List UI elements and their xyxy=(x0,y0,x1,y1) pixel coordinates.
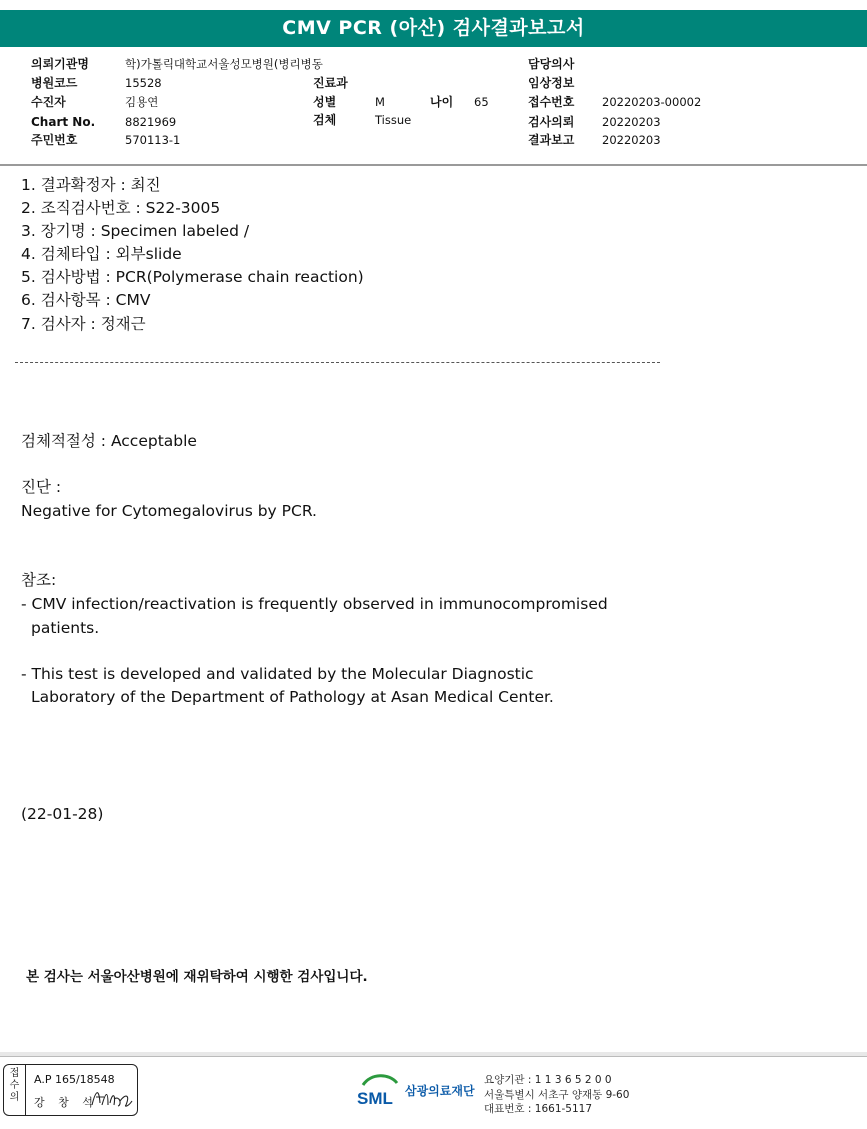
institution-label: 의뢰기관명 xyxy=(31,57,89,71)
diagnosis-label: 진단 : xyxy=(21,478,62,496)
stamp-pathologist-name: 강 창 석 xyxy=(34,1096,98,1109)
patient-value: 김용연 xyxy=(125,95,159,109)
footer-divider xyxy=(0,1052,867,1057)
reference-2b: Laboratory of the Department of Pathology at Asan Medical Center. xyxy=(31,688,554,706)
adequacy: 검체적절성 : Acceptable xyxy=(21,432,197,450)
age-label: 나이 xyxy=(430,95,454,109)
receipt-value: 20220203-00002 xyxy=(602,95,702,109)
facility-code: 요양기관 : 1 1 3 6 5 2 0 0 xyxy=(484,1074,612,1086)
hospital-code-label: 병원코드 xyxy=(31,76,78,90)
report-date: (22-01-28) xyxy=(21,805,104,823)
report-label: 결과보고 xyxy=(528,133,575,147)
resident-value: 570113-1 xyxy=(125,133,181,147)
patient-label: 수진자 xyxy=(31,95,66,109)
reference-1a: - CMV infection/reactivation is frequently observed in immunocompromised xyxy=(21,595,608,613)
hospital-code-value: 15528 xyxy=(125,76,162,90)
reference-label: 참조: xyxy=(21,571,57,589)
age-value: 65 xyxy=(474,95,489,109)
org-name: 삼광의료재단 xyxy=(405,1084,475,1098)
receipt-stamp xyxy=(3,1064,138,1116)
report-value: 20220203 xyxy=(602,133,661,147)
request-value: 20220203 xyxy=(602,115,661,129)
item-2: 2. 조직검사번호 : S22-3005 xyxy=(21,199,221,217)
item-3: 3. 장기명 : Specimen labeled / xyxy=(21,222,250,240)
item-6: 6. 검사항목 : CMV xyxy=(21,291,151,309)
request-label: 검사의뢰 xyxy=(528,115,575,129)
resident-label: 주민번호 xyxy=(31,133,78,147)
sex-value: M xyxy=(375,95,385,109)
logo-text: SML xyxy=(357,1089,393,1108)
dashed-divider xyxy=(15,362,660,364)
doctor-label: 담당의사 xyxy=(528,57,575,71)
chart-label: Chart No. xyxy=(31,115,96,129)
sml-logo-icon xyxy=(357,1071,401,1111)
sex-label: 성별 xyxy=(313,95,337,109)
item-1: 1. 결과확정자 : 최진 xyxy=(21,176,161,194)
stamp-ap-number: A.P 165/18548 xyxy=(34,1073,115,1086)
specimen-label: 검체 xyxy=(313,113,337,127)
dept-label: 진료과 xyxy=(313,76,348,90)
chart-value: 8821969 xyxy=(125,115,177,129)
item-7: 7. 검사자 : 정재근 xyxy=(21,315,146,333)
stamp-char: 접 xyxy=(9,1068,20,1079)
receipt-label: 접수번호 xyxy=(528,95,575,109)
institution-value: 학)가톨릭대학교서울성모병원(병리병동 xyxy=(125,57,323,71)
stamp-vertical-label xyxy=(4,1065,26,1115)
header-panel xyxy=(0,47,867,166)
reference-2a: - This test is developed and validated by the Molecular Diagnostic xyxy=(21,665,534,683)
diagnosis-value: Negative for Cytomegalovirus by PCR. xyxy=(21,502,317,520)
item-4: 4. 검체타입 : 외부slide xyxy=(21,245,182,263)
stamp-char: 의 xyxy=(9,1092,20,1103)
outsourcing-notice: 본 검사는 서울아산병원에 재위탁하여 시행한 검사입니다. xyxy=(26,969,368,985)
specimen-value: Tissue xyxy=(375,113,412,127)
stamp-char: 수 xyxy=(9,1080,20,1091)
signature-icon xyxy=(90,1085,134,1109)
phone-number: 대표번호 : 1661-5117 xyxy=(484,1103,593,1115)
address: 서울특별시 서초구 양재동 9-60 xyxy=(484,1089,630,1101)
reference-1b: patients. xyxy=(31,619,100,637)
clinical-label: 임상정보 xyxy=(528,76,575,90)
item-5: 5. 검사방법 : PCR(Polymerase chain reaction) xyxy=(21,268,364,286)
report-title: CMV PCR (아산) 검사결과보고서 xyxy=(0,10,867,47)
